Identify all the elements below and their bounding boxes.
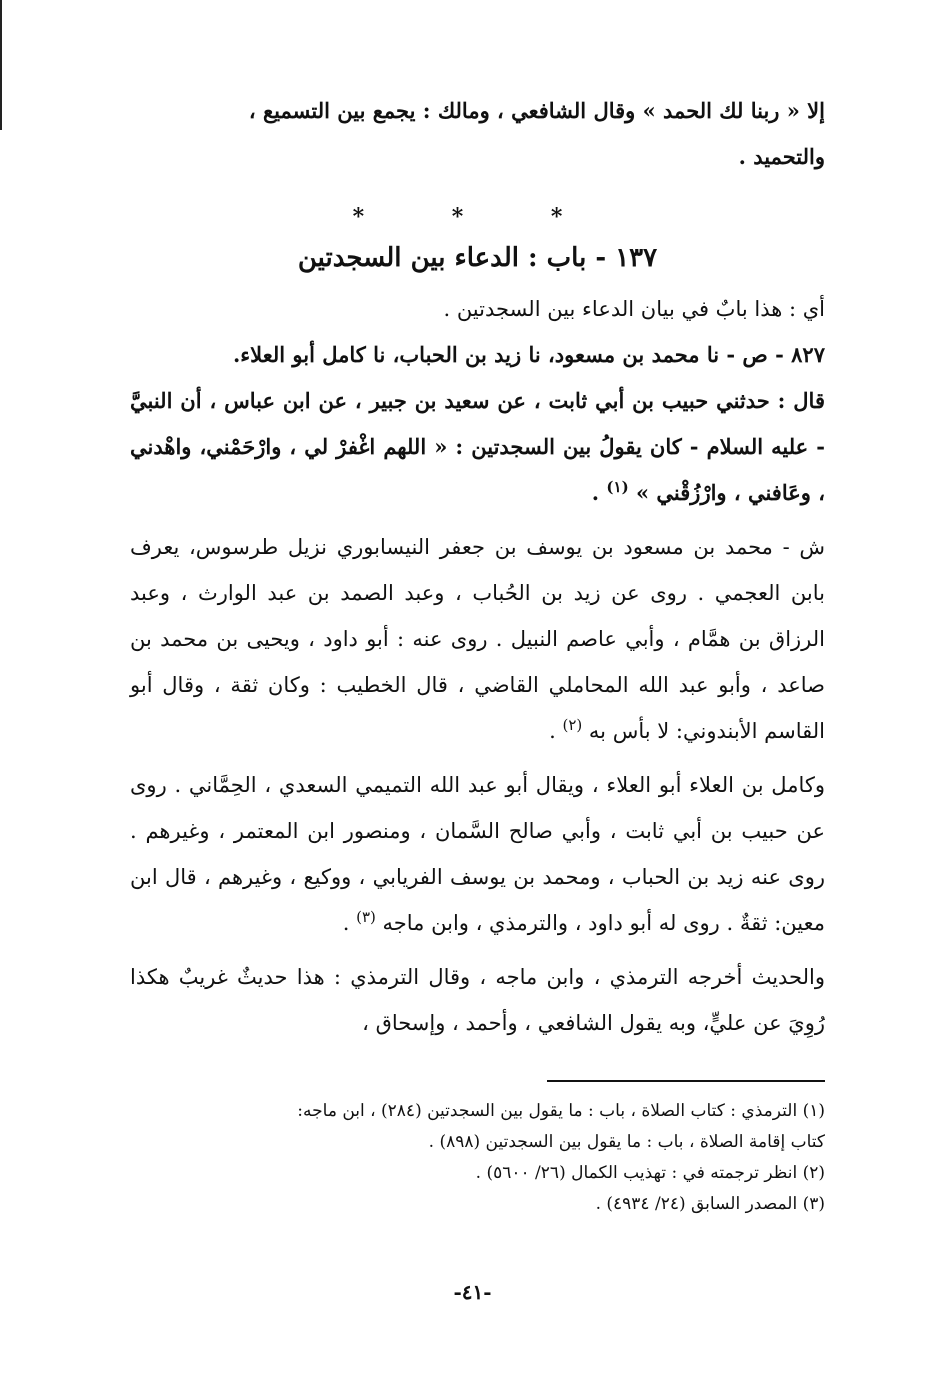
commentary-1-end: . [549,719,563,743]
section-separator: * * * [352,204,603,230]
footnote-ref-2[interactable]: (٢) [562,716,583,734]
footnote-1-line-1: (١) الترمذي : كتاب الصلاة ، باب : ما يقول بين السجدتين (٢٨٤) ، ابن ماجه: [297,1101,825,1121]
page-edge-line [0,0,2,130]
footnote-ref-3[interactable]: (٣) [356,908,376,926]
gloss-line: أي : هذا بابٌ في بيان الدعاء بين السجدتين . [443,297,825,321]
hadith-body: قال : حدثني حبيب بن أبي ثابت ، عن سعيد بن جبير ، عن ابن عباس ، أن النبيَّ - عليه السلام - كان يقولُ بين السجدتين : « اللهم اغْفرْ لي ، وارْحَمْني، واهْدني ، وعَافني ، وارْزُقْني » [130,388,825,505]
hadith-text [130,378,825,516]
footnotes [120,1096,825,1220]
footnote-divider [547,1080,825,1082]
footnote-3: (٣) المصدر السابق (٢٤/ ٤٩٣٤) . [595,1194,825,1214]
hadith-chain: ٨٢٧ - ص - نا محمد بن مسعود، نا زيد بن الحباب، نا كامل أبو العلاء. [232,342,825,367]
footnote-2: (٢) انظر ترجمته في : تهذيب الكمال (٢٦/ ٥٦٠٠) . [475,1163,825,1183]
commentary-1-body: ش - محمد بن مسعود بن يوسف بن جعفر النيسابوري نزيل طرسوس، يعرف بابن العجمي . روى عن زيد بن الحُباب ، وعبد الصمد بن عبد الوارث ، وعبد الرزاق بن همَّام ، وأبي عاصم النبيل . روى عنه : أبو داود ، ويحيى بن محمد بن صاعد ، وأبو عبد الله المحاملي القاضي ، قال الخطيب : وكان ثقة ، وقال أبو القاسم الأبندوني: لا بأس به [130,535,825,743]
commentary-2-body: وكامل بن العلاء أبو العلاء ، ويقال أبو عبد الله التميمي السعدي ، الحِمَّاني . روى عن حبيب بن أبي ثابت ، وأبي صالح السَّمان ، ومنصور ابن المعتمر ، وغيرهم . روى عنه زيد بن الحباب ، ومحمد بن يوسف الفريابي ، ووكيع ، وغيرهم ، قال ابن معين: ثقةٌ . روى له أبو داود ، والترمذي ، وابن ماجه [130,773,825,935]
footnote-1-line-2: كتاب إقامة الصلاة ، باب : ما يقول بين السجدتين (٨٩٨) . [428,1132,825,1152]
page-number: -٤١- [453,1280,492,1304]
chapter-heading: ١٣٧ - باب : الدعاء بين السجدتين [297,243,658,273]
commentary-paragraph-1 [130,524,825,754]
hadith-end: . [591,480,607,505]
commentary-paragraph-3: والحديث أخرجه الترمذي ، وابن ماجه ، وقال الترمذي : هذا حديثٌ غريبٌ هكذا رُوِيَ عن عليٍّ، وبه يقول الشافعي ، وأحمد ، وإسحاق ، [130,965,825,1035]
main-text [130,88,825,1046]
commentary-paragraph-2 [130,762,825,946]
intro-line-1: إلا « ربنا لك الحمد » وقال الشافعي ، ومالك : يجمع بين التسميع ، [248,98,825,123]
commentary-2-end: . [342,911,357,935]
intro-line-2: والتحميد . [738,144,825,169]
footnote-ref-1[interactable]: (١) [606,478,629,496]
